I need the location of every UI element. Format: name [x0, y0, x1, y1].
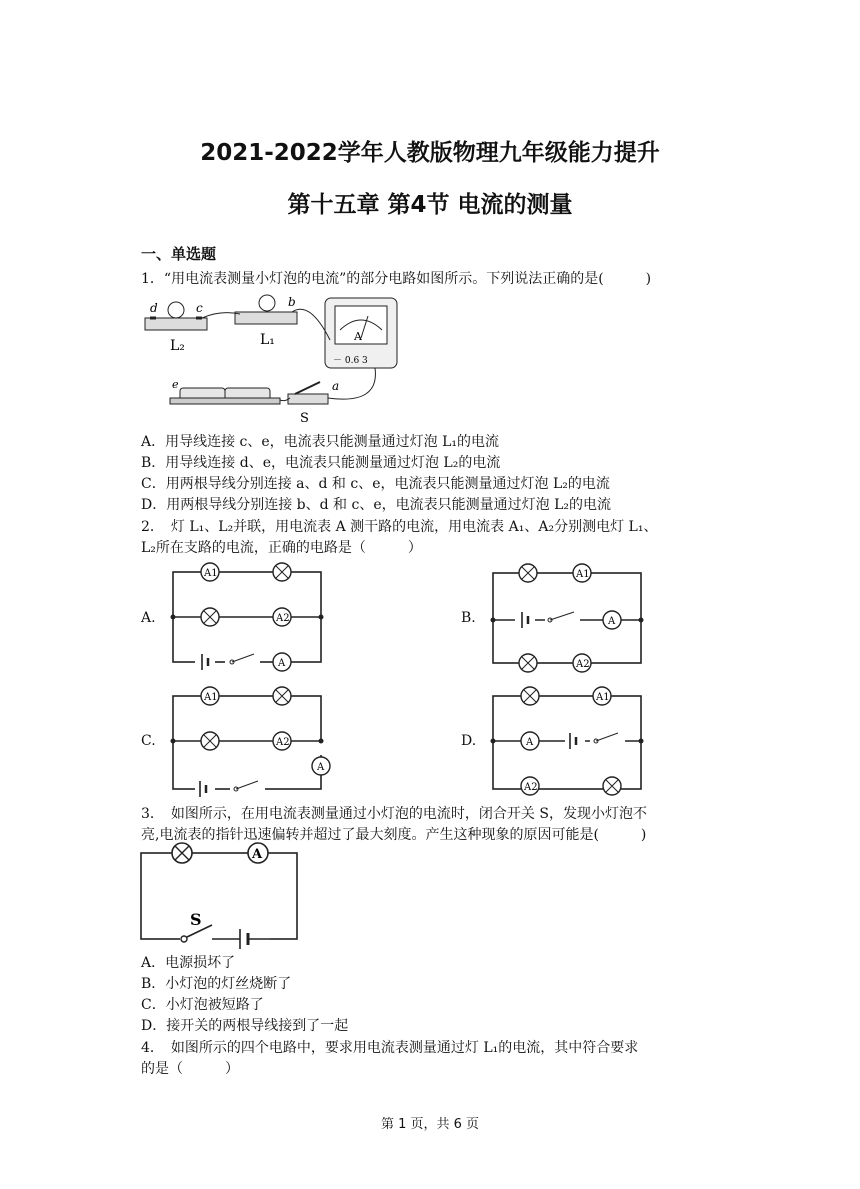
- section-heading: 一、单选题: [141, 245, 217, 263]
- page-footer: 第 1 页，共 6 页: [380, 1117, 480, 1132]
- q1-stem: 1．“用电流表测量小灯泡的电流”的部分电路如图所示。下列说法正确的是( ): [141, 271, 652, 287]
- svg-text:A: A: [278, 658, 286, 669]
- label-L2: L₂: [170, 338, 185, 354]
- q1-option-a: A．用导线连接 c、e，电流表只能测量通过灯泡 L₁的电流: [141, 434, 500, 450]
- q1-figure: [140, 290, 400, 430]
- q3-stem-line2: 亮,电流表的指针迅速偏转并超过了最大刻度。产生这种现象的原因可能是( ): [141, 827, 647, 843]
- svg-text:A: A: [317, 762, 325, 773]
- label-L1: L₁: [260, 332, 275, 348]
- label-a: a: [332, 379, 340, 393]
- q1-option-d: D．用两根导线分别连接 b、d 和 c、e，电流表只能测量通过灯泡 L₂的电流: [141, 497, 611, 513]
- q2-stem-line2: L₂所在支路的电流，正确的电路是（ ）: [141, 540, 422, 556]
- label-S: S: [300, 411, 309, 426]
- q2-circuit-a: [170, 560, 325, 670]
- q2-circuit-d: [490, 683, 645, 798]
- q3-option-b: B．小灯泡的灯丝烧断了: [141, 976, 292, 992]
- label-terminals: － 0.6 3: [333, 356, 368, 366]
- q3-label-ammeter: A: [252, 847, 263, 862]
- q3-option-c: C．小灯泡被短路了: [141, 997, 264, 1013]
- svg-text:A1: A1: [204, 568, 218, 579]
- q3-option-a: A．电源损坏了: [141, 955, 236, 971]
- svg-text:A: A: [608, 616, 616, 627]
- q4-stem-line2: 的是（ ）: [141, 1061, 239, 1077]
- label-b: b: [288, 295, 296, 309]
- svg-text:A1: A1: [596, 692, 610, 703]
- q1-option-c: C．用两根导线分别连接 a、d 和 c、e，电流表只能测量通过灯泡 L₂的电流: [141, 476, 610, 492]
- q2-circuit-b: [490, 560, 645, 675]
- svg-text:A: A: [526, 737, 534, 748]
- label-e: e: [172, 378, 179, 391]
- q2-label-c: C.: [141, 733, 156, 749]
- svg-text:A2: A2: [276, 737, 290, 748]
- svg-text:A1: A1: [576, 569, 590, 580]
- label-ammeter: A: [354, 330, 362, 343]
- document-title: 2021-2022学年人教版物理九年级能力提升: [200, 140, 660, 166]
- q3-option-d: D．接开关的两根导线接到了一起: [141, 1018, 349, 1034]
- q2-stem-line1: 2． 灯 L₁、L₂并联，用电流表 A 测干路的电流，用电流表 A₁、A₂分别测电灯 L₁、: [141, 519, 658, 535]
- label-c: c: [196, 301, 203, 315]
- q2-label-b: B.: [461, 610, 476, 626]
- svg-text:A1: A1: [204, 692, 218, 703]
- q3-stem-line1: 3． 如图所示，在用电流表测量通过小灯泡的电流时，闭合开关 S，发现小灯泡不: [141, 806, 647, 822]
- label-d: d: [150, 301, 158, 315]
- q2-label-a: A.: [141, 610, 156, 626]
- q4-stem-line1: 4． 如图所示的四个电路中，要求用电流表测量通过灯 L₁的电流，其中符合要求: [141, 1040, 639, 1056]
- q3-label-S: S: [190, 910, 202, 929]
- q2-label-d: D.: [461, 733, 477, 749]
- document-subtitle: 第十五章 第4节 电流的测量: [287, 192, 573, 218]
- q2-circuit-c: [170, 683, 345, 798]
- svg-text:A2: A2: [524, 782, 538, 793]
- q3-figure: [140, 845, 300, 945]
- svg-text:A2: A2: [276, 613, 290, 624]
- svg-text:A2: A2: [576, 659, 590, 670]
- q1-option-b: B．用导线连接 d、e，电流表只能测量通过灯泡 L₂的电流: [141, 455, 501, 471]
